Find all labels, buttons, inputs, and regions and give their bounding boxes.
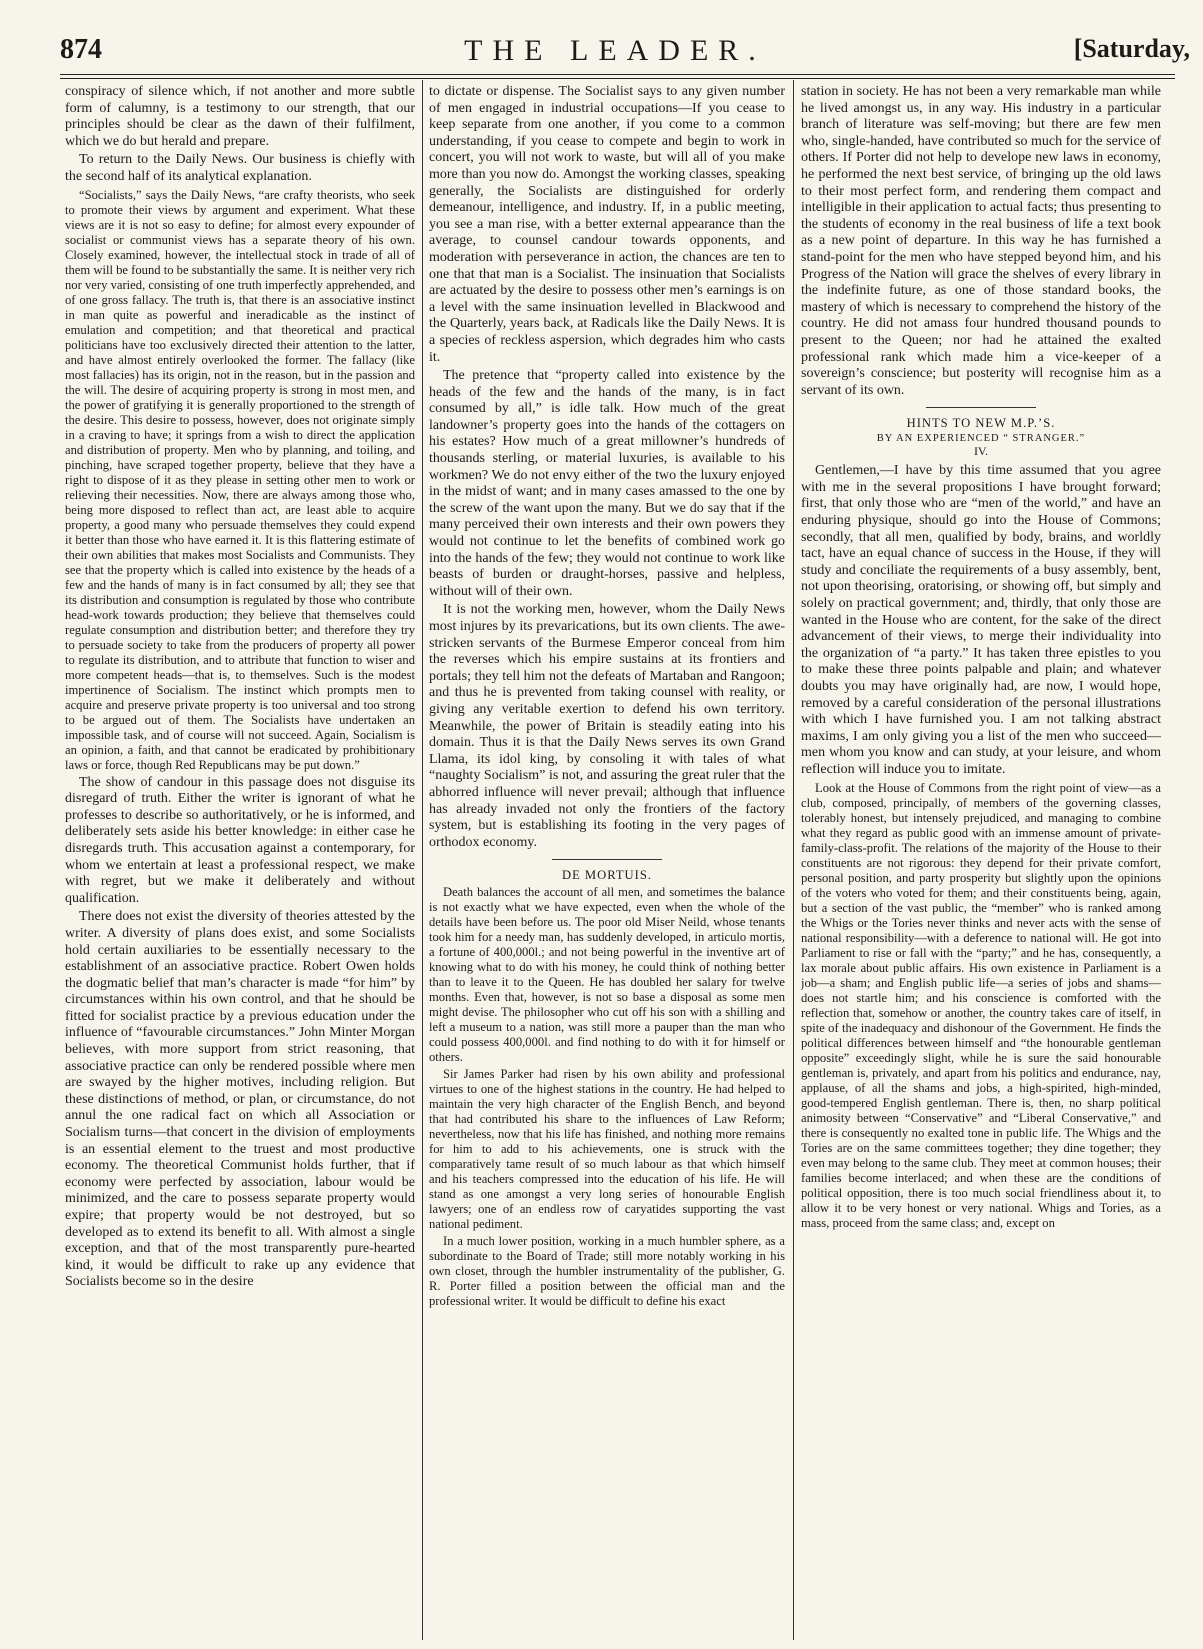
article-paragraph: to dictate or dispense. The Socialist says to any given number of men engaged in industrial occupations—If you cease to keep separate from one another, if you come to a common understanding, if you cease to compete and begin to work in concert, you will not work to waste, but will all of you make more than you now do. Amongst the working classes, speaking generally, the Socialists are distinguished for orderly demeanour, intelligence, and industry. If, in a public meeting, you see a man rise, with a better external appearance than the average, to counsel candour towards opponents, and moderation with perseverance in action, the chances are ten to one that that man is a Socialist. The insinuation that Socialists are actuated by the desire to possess other men’s earnings is on a level with the same insinuation levelled in Blackwood and the Quarterly, years back, at Radicals like the Daily News. It is a species of reckless aspersion, which degrades him who casts it.	[429, 84, 785, 365]
section-heading: HINTS TO NEW M.P.’S.	[906, 416, 1056, 431]
article-paragraph: It is not the working men, however, whom the Daily News most injures by its prevarications, but its own clients. The awe-stricken servants of the Burmese Emperor conceal from him the reverses which his empire sustains at its frontiers and portals; they tell him not the defeats of Martaban and Rangoon; and thus he is prevented from taking counsel with reality, or giving any veritable exertion to defend his own territory. Meanwhile, the power of Britain is steadily eating into his domain. Thus it is that the Daily News serves its own Grand Llama, its idol king, by consoling it with tales of what “naughty Socialism” is not, and assuring the great ruler that the abhorred influence will never prevail; although that influence has already invaded not only the frontiers of the factory system, but is establishing its footing in the very pages of orthodox economy.	[429, 602, 785, 850]
page-number: 874	[60, 34, 102, 65]
article-paragraph: station in society. He has not been a very remarkable man while he lived amongst us, in any way. His industry in a particular branch of literature was self-moving; but there are few men who, single-handed, have contributed so much for the service of others. If Porter did not help to develope new laws in economy, he performed the next best service, of bringing up the old laws to their most perfect form, and rendering them compact and intelligible in their application to actual facts; thus presenting to the students of economy in the real business of life a text book as a new point of departure. In this way he has furnished a stand-point for the men who have stepped beyond him, and his Progress of the Nation will grace the shelves of every library in the indefinite future, as one of those standard books, the mastery of which is necessary to comprehend the history of the country. He did not amass four hundred thousand pounds to present to the Queen; nor had he attained the exalted professional rank which made him a vice-keeper of a sovereign’s conscience; but posterity will recognise him as a servant of its own.	[801, 84, 1161, 398]
article-paragraph: To return to the Daily News. Our business is chiefly with the second half of its analytical explanation.	[65, 152, 415, 184]
column-2	[429, 84, 785, 1634]
article-paragraph: There does not exist the diversity of theories attested by the writer. A diversity of plans does exist, and some Socialists hold certain auxiliaries to be essentially necessary to the establishment of an associative practice. Robert Owen holds the dogmatic belief that man’s character is made “for him” by circumstances within his own control, and that he should be fitted for socialist practice by a previous education under the influence of “favourable circumstances.” John Minter Morgan believes, with more support from strict reasoning, that associative practice can only be rendered possible where men are swayed by the higher motives, including religion. But these distinctions of method, or plan, or circumstance, do not annul the one radical fact on which all Association or Socialism turns—that concert in the division of employments is an essential element to the truest and most productive economy. The theoretical Communist holds further, that if economy were perfected by association, labour would be minimized, and the care to possess separate property would expire; that property would be not destroyed, but so developed as to extend its benefit to all. With almost a single exception, and that of the most transparently pure-hearted kind, it would be difficult to rake up any evidence that Socialists become so in the desire	[65, 909, 415, 1290]
article-paragraph: The pretence that “property called into existence by the heads of the few and the hands of the many, is in fact consumed by all,” is idle talk. How much of the great landowner’s property goes into the hands of the cottagers on his estates? How much of a great millowner’s hundreds of thousands sterling, or material luxuries, is available to his workmen? We do not envy either of the two the luxury enjoyed in the midst of want; and in many cases amassed to the one by the screw of the want upon the many. But we do say that if the many perceived their own interests and their own powers they would not continue to let the benefits of combined work go into the hands of the few; they would not continue to work like beasts of burden or draught-horses, passive and helpless, without will of their own.	[429, 368, 785, 599]
column-divider-2	[793, 80, 794, 1640]
section-divider	[926, 407, 1036, 408]
article-paragraph: Gentlemen,—I have by this time assumed that you agree with me in the several propositions I have brought forward; first, that only those who are “men of the world,” and have an enduring physique, should go into the House of Commons; secondly, that all men, qualified by body, brains, and worldly tact, have an equal chance of success in the House, if they will study and conciliate the requirements of a busy assembly, bent, not upon theorising, oratorising, or showing off, but simply and solely on practical government; and, thirdly, that only those are wanted in the House who are content, for the sake of the direct advancement of their views, to merge their individuality into the organization of “a party.” It has taken three epistles to you to make these three points palpable and plain; and whatever doubts you may have originally had, are now, I would hope, removed by a careful consideration of the personal illustrations with which I have furnished you. I am not talking abstract maxims, I am only giving you a list of the men who succeed—men whom you know and can study, at your leisure, and whom reflection will induce you to imitate.	[801, 463, 1161, 777]
masthead-rule-bottom	[60, 78, 1175, 79]
article-paragraph: Death balances the account of all men, and sometimes the balance is not exactly what we have expected, even when the whole of the details have been before us. The poor old Miser Neild, whose tenants took him for a needy man, has suddenly developed, in articulo mortis, a fortune of 400,000l.; and not being powerful in the inventive art of knowing what to do with his money, he could think of nothing better than to leave it to the Queen. He has doubled her salary for twelve months. Even that, however, is not so base a disposal as some men might devise. The philosopher who cut off his son with a shilling and left a museum to a nation, was still more a pauper than the man who could possess 400,000l. and find nothing to do with it for himself or others.	[429, 885, 785, 1065]
issue-day: [Saturday,	[1073, 34, 1190, 63]
article-paragraph: conspiracy of silence which, if not another and more subtle form of calumny, is a testimony to our strength, that our principles should be clear as the dawn of their fulfilment, which we do but herald and prepare.	[65, 84, 415, 149]
section-heading: DE MORTUIS.	[561, 868, 652, 883]
article-paragraph: Sir James Parker had risen by his own ability and professional virtues to one of the highest stations in the country. He had helped to maintain the very high character of the English Bench, and beyond that had contributed his share to the influences of Law Reform; nevertheless, now that his life has finished, and nothing more remains for him to add to his achievements, one is struck with the comparatively tame result of so much labour as that which himself and his teachers compressed into the education of his life. He will stand as one amongst a very long series of honourable English lawyers; one of an endless row of caryatides supporting the vast national pediment.	[429, 1067, 785, 1232]
letter-number: IV.	[973, 444, 989, 459]
article-paragraph: Look at the House of Commons from the right point of view—as a club, composed, principally, of members of the governing classes, tolerably honest, but intensely prejudiced, and managing to combine what they regard as public good with an immense amount of private-family-class-profit. The relations of the majority of the House to their constituents are not rigorous: they depend for their private comfort, personal position, and party prosperity but slightly upon the opinions of the voters who voted for them; and their constituents being, again, but a section of the vast public, the “member” who is ranked among the Whigs or the Tories never thinks and never acts with the sense of national responsibility—with a deference to national will. He got into Parliament to rise or fall with the “party;” and he has, consequently, a lax morale about public affairs. His own existence in Parliament is a job—a sham; and English public life—a series of jobs and shams—does not startle him; and his conscience is comforted with the reflection that, somehow or another, the country takes care of itself, in spite of the inadequacy and dishonour of the Government. He finds the political differences between himself and “the honourable gentleman opposite” exceedingly slight, while he is sure the said honourable gentleman is, privately, and apart from his politics and endurance, nay, applause, of all the shams and jobs, a high-spirited, high-minded, good-tempered English gentleman. There is, then, no sharp political animosity between “Conservative” and “Liberal Conservative,” and there is consequently no exalted tone in public life. The Whigs and the Tories are on the same committees together; they dine together; they even may belong to the same club. They meet at common houses; their families become interlaced; and when these are the conditions of political opposition, there is too much social friendliness about it, to allow it to be very honest or very national. Whigs and Tories, as a mass, proceed from the same class; and, except on	[801, 780, 1161, 1230]
column-divider-1	[422, 80, 423, 1640]
section-divider	[552, 859, 662, 860]
newspaper-title: THE LEADER.	[464, 34, 766, 67]
block-quote: “Socialists,” says the Daily News, “are crafty theorists, who seek to promote their views by argument and experiment. What these views are it is not so easy to define; for almost every expounder of socialist or communist views has a separate theory of his own. Closely examined, however, the intellectual stock in trade of all of them will be found to be substantially the same. It is neither very rich nor very varied, consisting of one truth imperfectly apprehended, and of one gross fallacy. The truth is, that there is an associative instinct in man quite as powerful and ineradicable as the instinct of emulation and competition; and that theoretical and practical politicians have too exclusively directed their attention to the latter, and have almost entirely overlooked the former. The fallacy (like most fallacies) has its origin, not in the reason, but in the passion and the will. The desire of acquiring property is strong in most men, and the power of gratifying it is generally proportioned to the strength of the desire. This desire to possess, however, does not originate simply in a craving to have; it springs from a wish to direct the application and distribution of property. Men who by planning, and toiling, and pinching, have scraped together property, believe that they have a right to dispose of it as they please in setting other men to work or relieving their necessities. Now, there are always among those who, being more disposed to reflect than act, are least able to acquire property, a good many who persuade themselves they could expend it better than those who have earned it. It is this flattering estimate of their own abilities that makes most Socialists and Communists. They see that the property which is called into existence by the heads of a few and the hands of many is in fact consumed by all; they see that its distribution and consumption is regulated by those who contribute head-work towards production; they believe that themselves could regulate consumption and distribution better; and therefore they try to persuade society to take from the producers of property all power to regulate its distribution, and to attribute that function to wiser and more competent heads—that is, to themselves. Such is the modest impertinence of Socialism. The instinct which prompts men to acquire and preserve private property is too universal and too strong to be argued out of them. The Socialists have undertaken an impossible task, and of course will not succeed. Again, Socialism is an opinion, a faith, and that cannot be eradicated by prohibitionary laws or force, though Red Republicans may be put down.”	[65, 187, 415, 772]
column-3	[801, 84, 1161, 1634]
masthead	[60, 34, 1190, 74]
masthead-rule-top	[60, 74, 1175, 75]
article-paragraph: The show of candour in this passage does not disguise its disregard of truth. Either the writer is ignorant of what he professes to describe so authoritatively, or he is informed, and deliberately sets aside his better knowledge: in either case he disregards truth. This accusation against a contemporary, for whom we entertain at least a professional respect, we make with regret, but we make it deliberately and without qualification.	[65, 774, 415, 906]
column-1	[65, 84, 415, 1634]
article-paragraph: In a much lower position, working in a much humbler sphere, as a subordinate to the Board of Trade; still more notably working in his own closet, through the humbler instrumentality of the publisher, G. R. Porter filled a position between the official man and the professional writer. It would be difficult to define his exact	[429, 1234, 785, 1309]
byline: BY AN EXPERIENCED “ STRANGER.”	[876, 433, 1086, 445]
